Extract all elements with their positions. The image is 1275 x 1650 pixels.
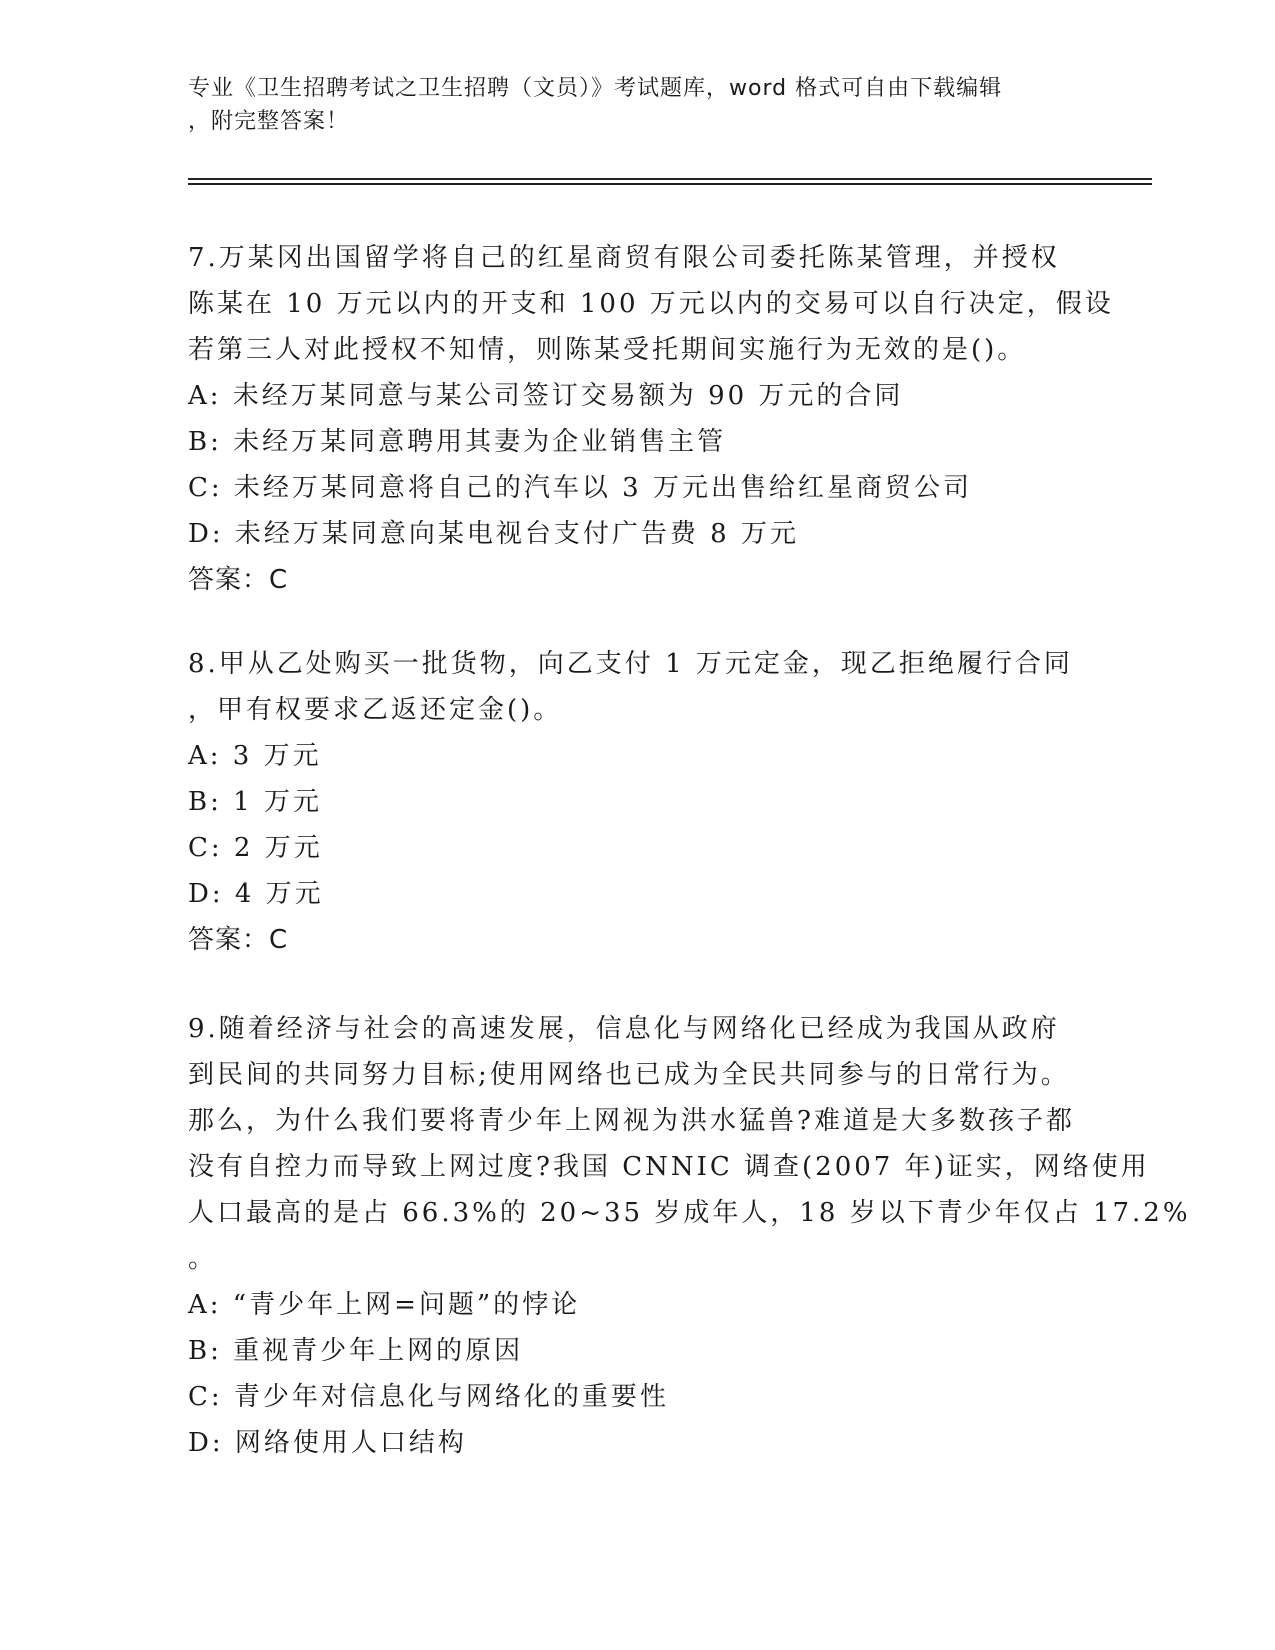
option-a: A: 未经万某同意与某公司签订交易额为 90 万元的合同 xyxy=(188,381,904,411)
header-line-2: ，附完整答案！ xyxy=(188,109,350,134)
option-b: B: 1 万元 xyxy=(188,787,322,817)
header-divider-top xyxy=(188,178,1152,180)
question-text-line: 那么，为什么我们要将青少年上网视为洪水猛兽?难道是大多数孩子都 xyxy=(188,1106,1075,1136)
question-text-line: 。 xyxy=(188,1244,218,1274)
option-c: C: 青少年对信息化与网络化的重要性 xyxy=(188,1382,669,1412)
option-b: B: 未经万某同意聘用其妻为企业销售主管 xyxy=(188,427,727,457)
question-text-line: 人口最高的是占 66.3%的 20~35 岁成年人，18 岁以下青少年仅占 17.2% xyxy=(188,1198,1191,1228)
option-a: A: “青少年上网=问题”的悖论 xyxy=(188,1290,581,1320)
option-d: D: 未经万某同意向某电视台支付广告费 8 万元 xyxy=(188,519,799,549)
option-c: C: 2 万元 xyxy=(188,833,323,863)
header-line-1: 专业《卫生招聘考试之卫生招聘（文员）》考试题库，word 格式可自由下载编辑 xyxy=(188,76,1003,101)
question-8 xyxy=(188,641,1088,963)
question-9 xyxy=(188,1006,1191,1466)
header-divider-bottom xyxy=(188,183,1152,185)
document-header xyxy=(188,72,1068,138)
question-text-line: 到民间的共同努力目标;使用网络也已成为全民共同参与的日常行为。 xyxy=(188,1060,1070,1090)
option-d: D: 网络使用人口结构 xyxy=(188,1428,467,1458)
answer-line: 答案：C xyxy=(188,565,289,595)
answer-line: 答案：C xyxy=(188,925,289,955)
option-d: D: 4 万元 xyxy=(188,879,324,909)
question-7 xyxy=(188,235,1114,603)
question-text-line: 没有自控力而导致上网过度?我国 CNNIC 调查(2007 年)证实，网络使用 xyxy=(188,1152,1150,1182)
question-text-line: 7.万某冈出国留学将自己的红星商贸有限公司委托陈某管理，并授权 xyxy=(188,243,1060,273)
question-text-line: 9.随着经济与社会的高速发展，信息化与网络化已经成为我国从政府 xyxy=(188,1014,1060,1044)
question-text-line: 8.甲从乙处购买一批货物，向乙支付 1 万元定金，现乙拒绝履行合同 xyxy=(188,649,1073,679)
option-c: C: 未经万某同意将自己的汽车以 3 万元出售给红星商贸公司 xyxy=(188,473,972,503)
question-text-line: 若第三人对此授权不知情，则陈某受托期间实施行为无效的是()。 xyxy=(188,335,1027,365)
option-a: A: 3 万元 xyxy=(188,741,322,771)
option-b: B: 重视青少年上网的原因 xyxy=(188,1336,524,1366)
question-text-line: ，甲有权要求乙返还定金()。 xyxy=(188,695,563,725)
question-text-line: 陈某在 10 万元以内的开支和 100 万元以内的交易可以自行决定，假设 xyxy=(188,289,1114,319)
